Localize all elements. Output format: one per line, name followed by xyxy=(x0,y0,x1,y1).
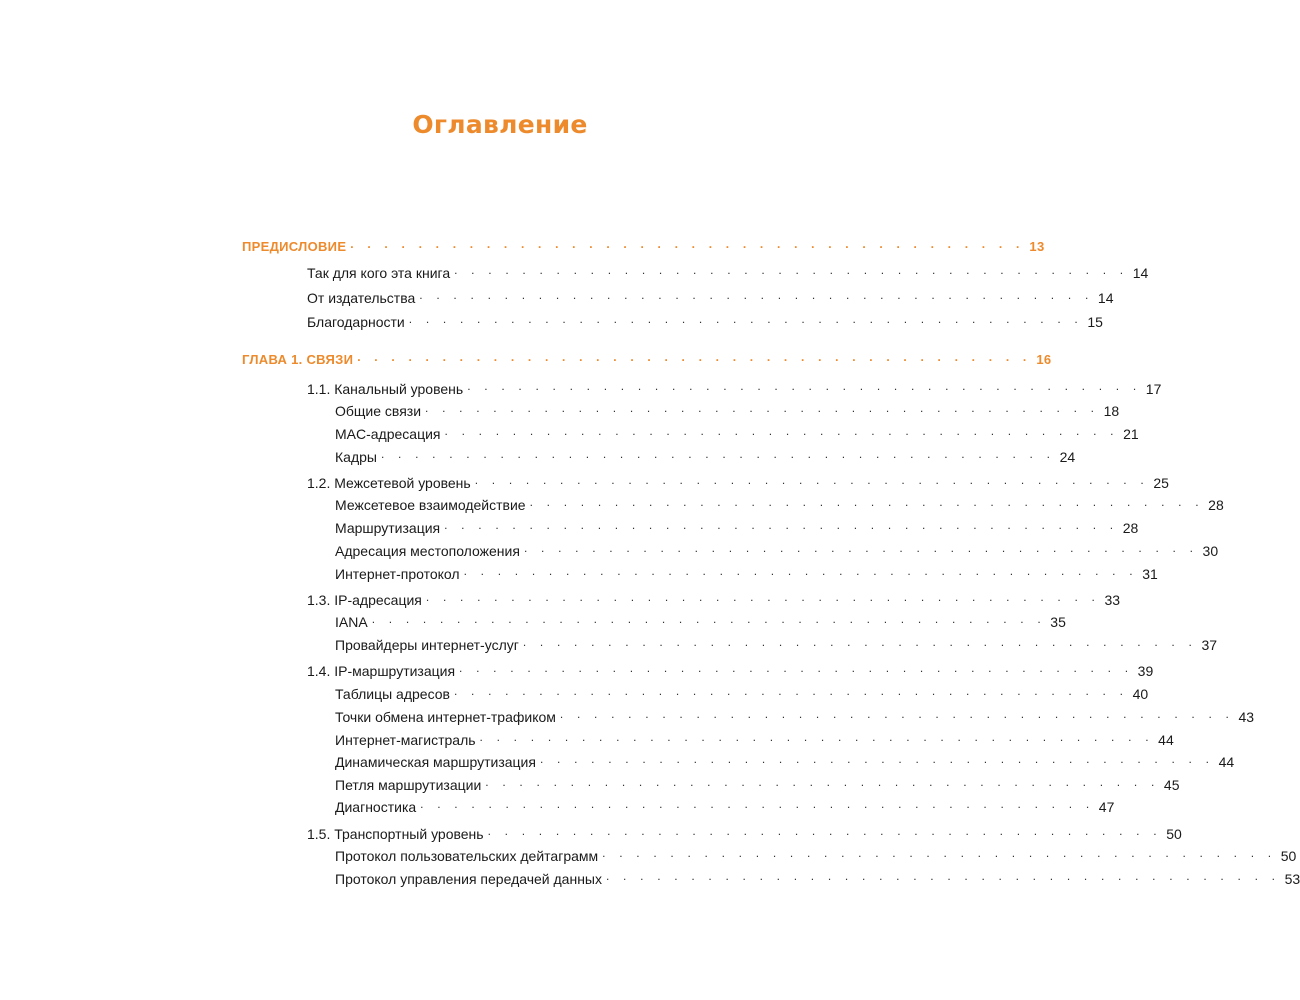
toc-entry[interactable] xyxy=(335,683,1149,703)
toc-entry[interactable] xyxy=(335,611,1066,631)
entry-label: От издательства xyxy=(307,290,416,306)
dot-leader: . . . . . . . . . . . . . . . . . . . . . . . . . . . . . . . . . . . . . . . . xyxy=(357,350,1032,364)
dot-leader: . . . . . . . . . . . . . . . . . . . . . . . . . . . . . . . . . . . . . . . . xyxy=(602,846,1277,860)
entry-page: 15 xyxy=(1087,314,1103,330)
entry-page: 17 xyxy=(1145,381,1162,397)
dot-leader: . . . . . . . . . . . . . . . . . . . . . . . . . . . . . . . . . . . . . . . . xyxy=(474,473,1149,487)
entry-page: 37 xyxy=(1201,637,1218,653)
entry-page: 33 xyxy=(1104,592,1121,608)
entry-label: Общие связи xyxy=(335,403,422,419)
entry-label: Маршрутизация xyxy=(335,520,441,536)
entry-page: 28 xyxy=(1208,497,1224,513)
entry-page: 50 xyxy=(1280,848,1297,864)
dot-leader: . . . . . . . . . . . . . . . . . . . . . . . . . . . . . . . . . . . . . . . . xyxy=(559,707,1235,721)
entry-page: 53 xyxy=(1284,871,1300,887)
dot-leader: . . . . . . . . . . . . . . . . . . . . . . . . . . . . . . . . . . . . . . . . xyxy=(459,661,1134,675)
entry-label: 1.4. IP-маршрутизация xyxy=(307,663,456,679)
entry-page: 40 xyxy=(1132,686,1149,702)
entry-page: 43 xyxy=(1238,709,1255,725)
entry-page: 21 xyxy=(1123,426,1139,442)
entry-label: Протокол пользовательских дейтаграмм xyxy=(335,848,599,864)
entry-label: 1.3. IP-адресация xyxy=(307,592,422,608)
toc-section[interactable] xyxy=(307,823,1182,843)
dot-leader: . . . . . . . . . . . . . . . . . . . . . . . . . . . . . . . . . . . . . . . . xyxy=(444,518,1119,532)
entry-page: 45 xyxy=(1163,777,1180,793)
dot-leader: . . . . . . . . . . . . . . . . . . . . . . . . . . . . . . . . . . . . . . . . xyxy=(425,401,1100,415)
dot-leader: . . . . . . . . . . . . . . . . . . . . . . . . . . . . . . . . . . . . . . . . xyxy=(408,312,1083,326)
toc-entry-chapter-1[interactable] xyxy=(242,349,1052,369)
toc-entry[interactable] xyxy=(307,262,1149,282)
dot-leader: . . . . . . . . . . . . . . . . . . . . . . . . . . . . . . . . . . . . . . . . xyxy=(523,541,1199,555)
entry-label: Межсетевое взаимодействие xyxy=(335,497,526,513)
toc-entry[interactable] xyxy=(335,845,1297,865)
dot-leader: . . . . . . . . . . . . . . . . . . . . . . . . . . . . . . . . . . . . . . . . xyxy=(485,775,1160,789)
entry-label: ПРЕДИСЛОВИЕ xyxy=(242,239,347,254)
entry-page: 14 xyxy=(1132,265,1149,281)
toc-entry[interactable] xyxy=(335,729,1174,749)
toc-entry[interactable] xyxy=(335,796,1115,816)
entry-page: 25 xyxy=(1153,475,1169,491)
entry-label: Протокол управления передачей данных xyxy=(335,871,602,887)
dot-leader: . . . . . . . . . . . . . . . . . . . . . . . . . . . . . . . . . . . . . . . . xyxy=(605,869,1281,883)
entry-page: 39 xyxy=(1137,663,1154,679)
entry-label: MAC-адресация xyxy=(335,426,441,442)
toc-entry[interactable] xyxy=(335,563,1158,583)
dot-leader: . . . . . . . . . . . . . . . . . . . . . . . . . . . . . . . . . . . . . . . . xyxy=(487,824,1162,838)
page-title: Оглавление xyxy=(412,110,588,139)
entry-label: ГЛАВА 1. СВЯЗИ xyxy=(242,352,354,367)
entry-label: Петля маршрутизации xyxy=(335,777,482,793)
entry-label: Интернет-магистраль xyxy=(335,732,476,748)
toc-entry[interactable] xyxy=(335,634,1218,654)
entry-label: Диагностика xyxy=(335,799,417,815)
dot-leader: . . . . . . . . . . . . . . . . . . . . . . . . . . . . . . . . . . . . . . . . xyxy=(420,797,1095,811)
toc-entry[interactable] xyxy=(335,751,1235,771)
dot-leader: . . . . . . . . . . . . . . . . . . . . . . . . . . . . . . . . . . . . . . . . xyxy=(539,752,1215,766)
toc-section[interactable] xyxy=(307,589,1121,609)
entry-label: Динамическая маршрутизация xyxy=(335,754,536,770)
entry-page: 13 xyxy=(1029,239,1045,254)
entry-page: 28 xyxy=(1122,520,1139,536)
toc-entry[interactable] xyxy=(335,517,1139,537)
dot-leader: . . . . . . . . . . . . . . . . . . . . . . . . . . . . . . . . . . . . . . . . xyxy=(380,447,1056,461)
entry-page: 44 xyxy=(1218,754,1235,770)
entry-label: Кадры xyxy=(335,449,377,465)
entry-page: 31 xyxy=(1142,566,1158,582)
entry-label: IANA xyxy=(335,614,368,630)
toc-section[interactable] xyxy=(307,660,1154,680)
entry-page: 44 xyxy=(1158,732,1174,748)
dot-leader: . . . . . . . . . . . . . . . . . . . . . . . . . . . . . . . . . . . . . . . . xyxy=(444,424,1119,438)
dot-leader: . . . . . . . . . . . . . . . . . . . . . . . . . . . . . . . . . . . . . . . . xyxy=(371,612,1046,626)
entry-page: 14 xyxy=(1097,290,1114,306)
dot-leader: . . . . . . . . . . . . . . . . . . . . . . . . . . . . . . . . . . . . . . . . xyxy=(419,288,1094,302)
entry-page: 30 xyxy=(1202,543,1219,559)
dot-leader: . . . . . . . . . . . . . . . . . . . . . . . . . . . . . . . . . . . . . . . . xyxy=(453,684,1129,698)
toc-entry[interactable] xyxy=(307,287,1114,307)
entry-label: 1.2. Межсетевой уровень xyxy=(307,475,471,491)
toc-entry[interactable] xyxy=(335,446,1076,466)
dot-leader: . . . . . . . . . . . . . . . . . . . . . . . . . . . . . . . . . . . . . . . . xyxy=(522,635,1198,649)
dot-leader: . . . . . . . . . . . . . . . . . . . . . . . . . . . . . . . . . . . . . . . . xyxy=(425,590,1101,604)
entry-label: Провайдеры интернет-услуг xyxy=(335,637,519,653)
toc-entry[interactable] xyxy=(335,774,1180,794)
dot-leader: . . . . . . . . . . . . . . . . . . . . . . . . . . . . . . . . . . . . . . . . xyxy=(479,730,1154,744)
entry-page: 35 xyxy=(1050,614,1066,630)
entry-label: 1.1. Канальный уровень xyxy=(307,381,464,397)
toc-entry[interactable] xyxy=(335,400,1120,420)
entry-page: 50 xyxy=(1166,826,1182,842)
entry-label: Так для кого эта книга xyxy=(307,265,451,281)
toc-section[interactable] xyxy=(307,472,1169,492)
entry-label: Благодарности xyxy=(307,314,405,330)
entry-page: 47 xyxy=(1098,799,1115,815)
dot-leader: . . . . . . . . . . . . . . . . . . . . . . . . . . . . . . . . . . . . . . . . xyxy=(467,379,1142,393)
toc-entry[interactable] xyxy=(335,494,1224,514)
toc-entry-preface[interactable] xyxy=(242,236,1045,256)
dot-leader: . . . . . . . . . . . . . . . . . . . . . . . . . . . . . . . . . . . . . . . . xyxy=(454,263,1129,277)
entry-label: 1.5. Транспортный уровень xyxy=(307,826,484,842)
dot-leader: . . . . . . . . . . . . . . . . . . . . . . . . . . . . . . . . . . . . . . . . xyxy=(529,495,1204,509)
toc-entry[interactable] xyxy=(335,868,1300,888)
entry-label: Интернет-протокол xyxy=(335,566,460,582)
entry-page: 16 xyxy=(1036,352,1052,367)
entry-label: Таблицы адресов xyxy=(335,686,450,702)
dot-leader: . . . . . . . . . . . . . . . . . . . . . . . . . . . . . . . . . . . . . . . . xyxy=(463,564,1138,578)
toc-entry[interactable] xyxy=(307,311,1103,331)
entry-label: Точки обмена интернет-трафиком xyxy=(335,709,556,725)
dot-leader: . . . . . . . . . . . . . . . . . . . . . . . . . . . . . . . . . . . . . . . . xyxy=(350,237,1025,251)
toc-section[interactable] xyxy=(307,378,1162,398)
toc-entry[interactable] xyxy=(335,540,1219,560)
toc-entry[interactable] xyxy=(335,706,1255,726)
toc-entry[interactable] xyxy=(335,423,1139,443)
entry-label: Адресация местоположения xyxy=(335,543,520,559)
entry-page: 24 xyxy=(1059,449,1076,465)
entry-page: 18 xyxy=(1103,403,1120,419)
